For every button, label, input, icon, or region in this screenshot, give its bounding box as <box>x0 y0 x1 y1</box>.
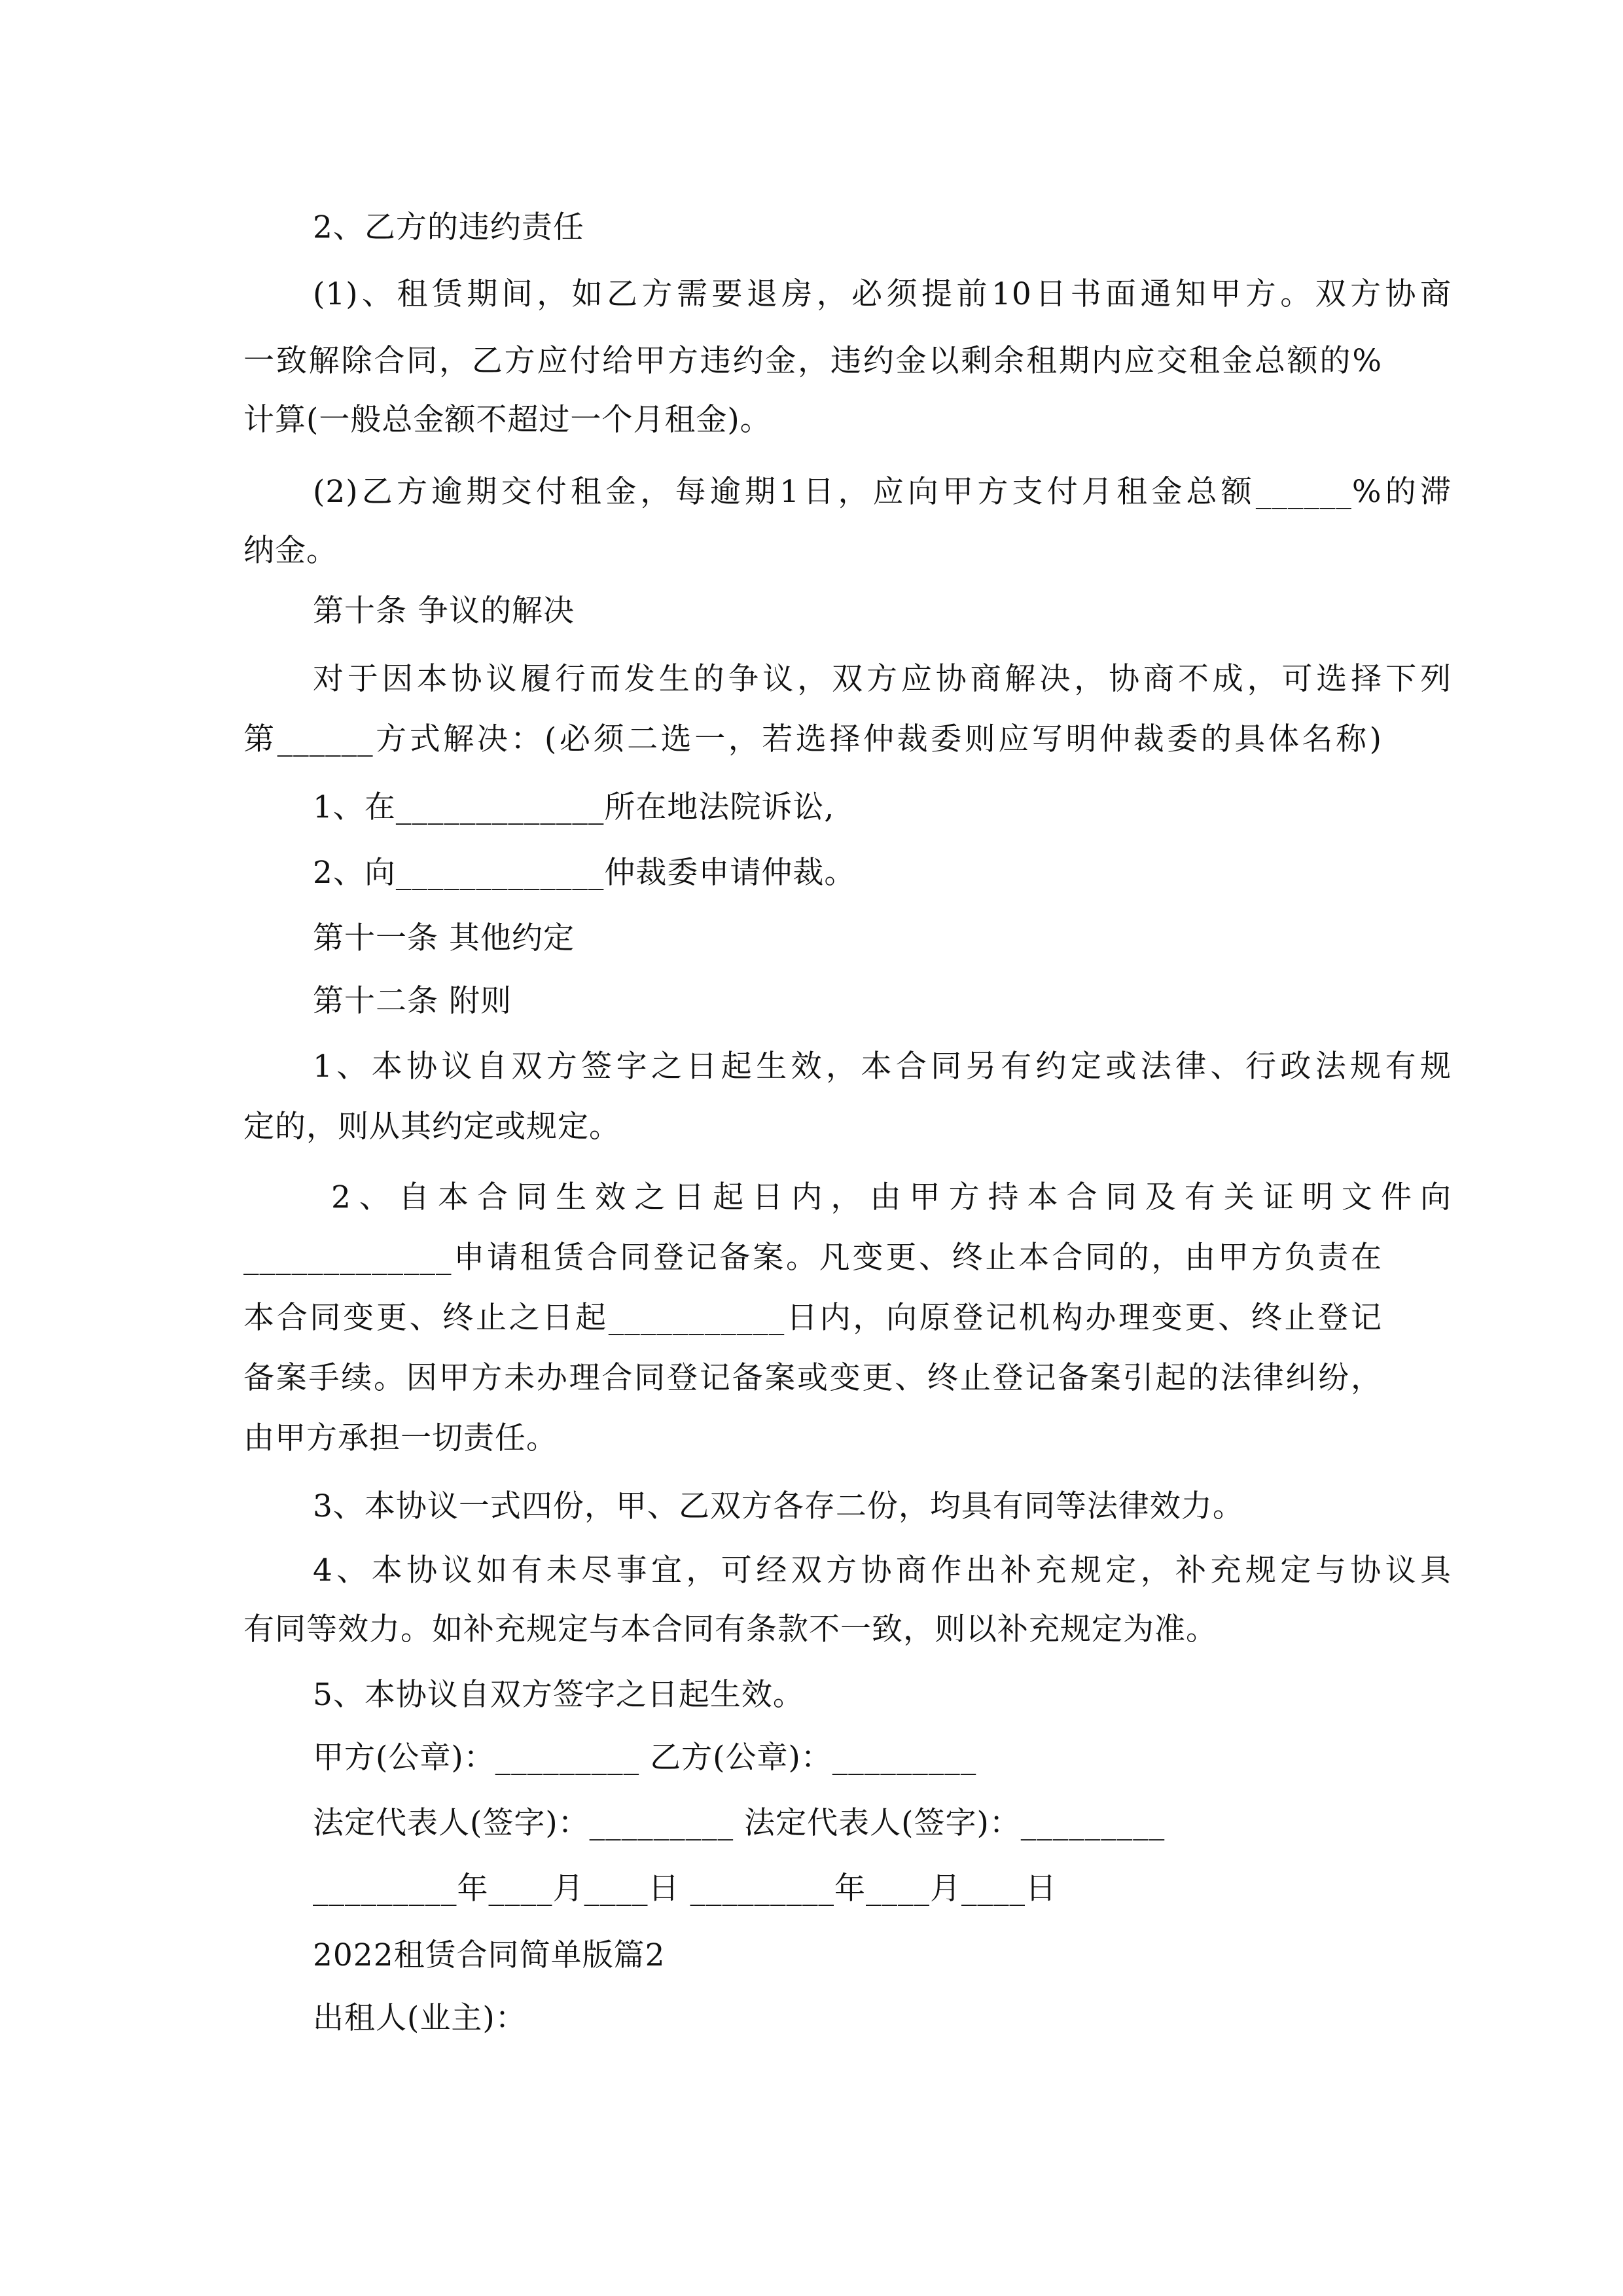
paragraph-line: 一致解除合同，乙方应付给甲方违约金，违约金以剩余租期内应交租金总额的% <box>243 343 1382 379</box>
paragraph-line: 第______方式解决：(必须二选一，若选择仲裁委则应写明仲裁委的具体名称) <box>243 721 1382 757</box>
article-heading: 第十条 争议的解决 <box>313 593 575 629</box>
paragraph-line: 3、本协议一式四份，甲、乙双方各存二份，均具有同等法律效力。 <box>313 1488 1244 1524</box>
paragraph-line: (2)乙方逾期交付租金，每逾期1日，应向甲方支付月租金总额______%的滞 <box>313 474 1452 510</box>
clause-heading: 2、乙方的违约责任 <box>313 209 584 245</box>
paragraph-line: 定的，则从其约定或规定。 <box>243 1109 620 1145</box>
signature-line-representative: 法定代表人(签字)：_________ 法定代表人(签字)：_________ <box>313 1805 1166 1841</box>
article-heading: 第十二条 附则 <box>313 983 512 1019</box>
paragraph-line: 有同等效力。如补充规定与本合同有条款不一致，则以补充规定为准。 <box>243 1611 1217 1647</box>
paragraph-line: 本合同变更、终止之日起___________日内，向原登记机构办理变更、终止登记 <box>243 1300 1382 1336</box>
paragraph-line: 1、在_____________所在地法院诉讼, <box>313 789 835 825</box>
section-title: 2022租赁合同简单版篇2 <box>313 1937 666 1973</box>
paragraph-line: 4、本协议如有未尽事宜，可经双方协商作出补充规定，补充规定与协议具 <box>313 1552 1452 1588</box>
paragraph-line: 计算(一般总金额不超过一个月租金)。 <box>243 402 772 438</box>
signature-line-seal: 甲方(公章)：_________ 乙方(公章)：_________ <box>313 1740 977 1776</box>
signature-line-date: _________年____月____日 _________年____月____日 <box>313 1871 1057 1907</box>
paragraph-line: 由甲方承担一切责任。 <box>243 1420 558 1456</box>
paragraph-line: (1)、租赁期间，如乙方需要退房，必须提前10日书面通知甲方。双方协商 <box>313 276 1452 312</box>
paragraph-line: 备案手续。因甲方未办理合同登记备案或变更、终止登记备案引起的法律纠纷， <box>243 1360 1382 1396</box>
paragraph-line: 1、本协议自双方签字之日起生效，本合同另有约定或法律、行政法规有规 <box>313 1049 1452 1085</box>
paragraph-line: 对于因本协议履行而发生的争议，双方应协商解决，协商不成，可选择下列 <box>313 661 1452 697</box>
paragraph-line: _____________申请租赁合同登记备案。凡变更、终止本合同的，由甲方负责在 <box>243 1240 1382 1276</box>
paragraph-line: 2、向_____________仲裁委申请仲裁。 <box>313 855 856 891</box>
paragraph-line: 5、本协议自双方签字之日起生效。 <box>313 1677 804 1713</box>
paragraph-line: 纳金。 <box>243 533 338 569</box>
paragraph-line: 2、自本合同生效之日起日内，由甲方持本合同及有关证明文件向 <box>313 1179 1452 1215</box>
article-heading: 第十一条 其他约定 <box>313 920 575 956</box>
paragraph-line: 出租人(业主)： <box>313 2000 527 2036</box>
